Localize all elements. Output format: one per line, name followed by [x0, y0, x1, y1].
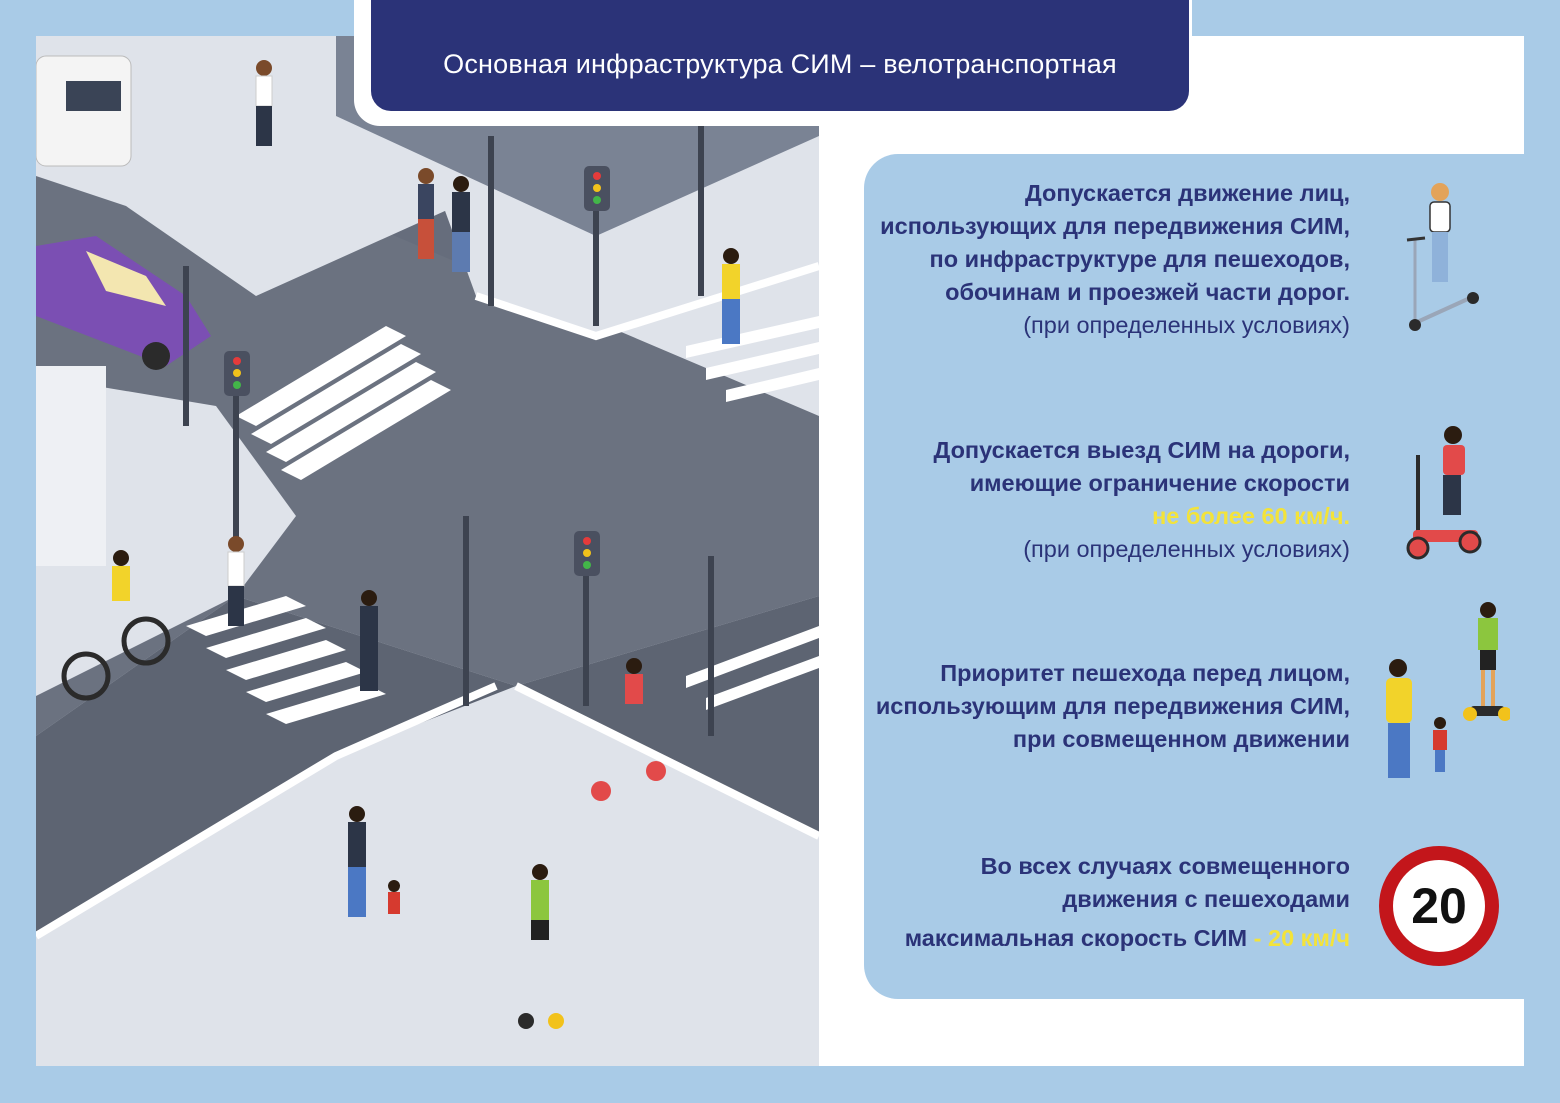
rule-2-highlight: не более 60 км/ч.: [1152, 503, 1350, 529]
pedestrians-and-hoverboard-icon: [1370, 598, 1510, 788]
person-on-kick-scooter-icon: [1395, 178, 1485, 338]
rule-2-line-2: имеющие ограничение скорости: [969, 470, 1350, 496]
title-bar: [371, 0, 1189, 111]
rule-2: [934, 434, 1350, 566]
rule-4-speed-prefix: максимальная скорость СИМ: [904, 925, 1248, 951]
rule-4: [905, 850, 1350, 955]
rule-3-line-1: Приоритет пешехода перед лицом,: [940, 660, 1350, 686]
rule-1-note: (при определенных условиях): [1023, 312, 1350, 338]
rule-1-line-3: по инфраструктуре для пешеходов,: [929, 246, 1350, 272]
rule-1-line-1: Допускается движение лиц,: [1024, 180, 1350, 206]
building-left: [36, 366, 106, 566]
person-on-seated-scooter-icon: [1398, 420, 1488, 565]
bus-icon: [36, 56, 131, 166]
page-title: Основная инфраструктура СИМ – велотранспортная: [443, 48, 1117, 79]
rule-3-line-2: использующим для передвижения СИМ,: [875, 693, 1350, 719]
speed-limit-value: 20: [1393, 860, 1485, 952]
rule-1-line-4: обочинам и проезжей части дорог.: [945, 279, 1350, 305]
rule-2-note: (при определенных условиях): [1023, 536, 1350, 562]
rule-4-line-1: Во всех случаях совмещенного: [980, 853, 1350, 879]
rule-1: [880, 177, 1350, 342]
rule-2-line-1: Допускается выезд СИМ на дороги,: [933, 437, 1350, 463]
rule-1-line-2: использующих для передвижения СИМ,: [880, 213, 1350, 239]
speed-limit-sign-icon: [1379, 846, 1499, 966]
rule-3: [876, 657, 1350, 756]
rule-3-line-3: при совмещенном движении: [1012, 726, 1350, 752]
street-intersection-illustration: [36, 36, 819, 1066]
rule-4-line-3: [905, 922, 1350, 955]
intersection-scene: [36, 36, 819, 1066]
rule-4-line-2: движения с пешеходами: [1062, 886, 1350, 912]
rule-4-speed-highlight: - 20 км/ч: [1253, 925, 1350, 951]
